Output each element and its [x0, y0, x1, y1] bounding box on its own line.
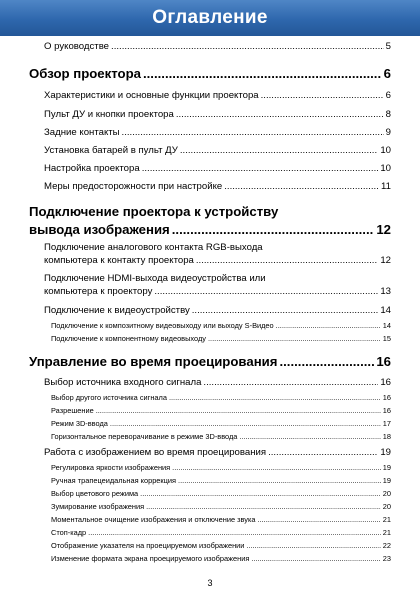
toc-section-title: Управление во время проецирования [29, 354, 278, 369]
toc-entry-title-line1[interactable]: Подключение аналогового контакта RGB-выхода [44, 242, 263, 253]
toc-subentry-title: Выбор цветового режима [51, 489, 139, 498]
toc-subentry-page: 19 [382, 476, 391, 485]
toc-subentry-page: 20 [382, 489, 391, 498]
toc-entry[interactable] [44, 286, 391, 297]
toc-entry-title: Подключение к видеоустройству [44, 305, 190, 316]
toc-subentry-title: Горизонтальное переворачивание в режиме 3D-ввода [51, 432, 238, 441]
toc-leader [208, 334, 381, 343]
toc-entry-title: компьютера к контакту проектора [44, 255, 194, 266]
toc-entry-page: 13 [380, 286, 391, 297]
toc-entry[interactable] [44, 163, 391, 174]
toc-subentry[interactable] [51, 393, 391, 402]
toc-entry[interactable] [44, 109, 391, 120]
toc-entry-title: Установка батарей в пульт ДУ [44, 145, 178, 156]
toc-entry[interactable] [44, 90, 391, 101]
toc-subentry-page: 19 [382, 463, 391, 472]
toc-subentry-title: Разрешение [51, 406, 94, 415]
toc-leader [142, 163, 379, 174]
toc-subentry-title: Ручная трапецеидальная коррекция [51, 476, 177, 485]
toc-entry-about[interactable] [44, 41, 391, 52]
toc-leader [169, 393, 381, 402]
toc-subentry[interactable] [51, 476, 391, 485]
toc-section-connection[interactable] [29, 222, 391, 237]
toc-subentry[interactable] [51, 334, 391, 343]
toc-leader [224, 181, 379, 192]
toc-leader [111, 41, 384, 52]
toc-subentry-title: Выбор другого источника сигнала [51, 393, 167, 402]
toc-leader [110, 419, 381, 428]
toc-entry-page: 10 [380, 145, 391, 156]
toc-leader [196, 255, 378, 266]
toc-subentry-page: 14 [382, 321, 391, 330]
toc-banner [0, 0, 420, 36]
toc-leader [276, 321, 381, 330]
toc-entry-title: Задние контакты [44, 127, 120, 138]
toc-entry-page: 8 [385, 109, 391, 120]
toc-subentry[interactable] [51, 432, 391, 441]
toc-leader [172, 463, 381, 472]
toc-leader [176, 109, 384, 120]
page-number: 3 [207, 578, 213, 588]
toc-subentry-page: 21 [382, 528, 391, 537]
toc-subentry-page: 23 [382, 554, 391, 563]
toc-subentry-page: 15 [382, 334, 391, 343]
toc-subentry[interactable] [51, 419, 391, 428]
toc-entry-title: Выбор источника входного сигнала [44, 377, 202, 388]
toc-subentry-title: Моментальное очищение изображения и отключение звука [51, 515, 256, 524]
toc-subentry-page: 18 [382, 432, 391, 441]
toc-section-projection[interactable] [29, 354, 391, 369]
toc-section-overview[interactable] [29, 66, 391, 81]
toc-entry-title: Настройка проектора [44, 163, 140, 174]
toc-entry-page: 6 [385, 90, 391, 101]
toc-entry-page: 16 [380, 377, 391, 388]
toc-entry-page: 10 [380, 163, 391, 174]
toc-subentry-title: Регулировка яркости изображения [51, 463, 171, 472]
toc-subentry-page: 17 [382, 419, 391, 428]
toc-subentry-page: 22 [382, 541, 391, 550]
toc-leader [239, 432, 380, 441]
toc-entry-page: 12 [380, 255, 391, 266]
toc-leader [203, 377, 378, 388]
toc-entry-title-line1[interactable]: Подключение HDMI-выхода видеоустройства или [44, 273, 266, 284]
toc-entry-title: Пульт ДУ и кнопки проектора [44, 109, 174, 120]
toc-leader [154, 286, 378, 297]
toc-subentry-page: 21 [382, 515, 391, 524]
toc-leader [279, 354, 374, 369]
toc-entry-page: 19 [380, 447, 391, 458]
toc-entry-title: Характеристики и основные функции проектора [44, 90, 259, 101]
toc-leader [88, 528, 381, 537]
toc-entry[interactable] [44, 181, 391, 192]
page-title: Оглавление [152, 7, 268, 28]
toc-entry[interactable] [44, 145, 391, 156]
toc-subentry[interactable] [51, 502, 391, 511]
toc-subentry-page: 20 [382, 502, 391, 511]
toc-subentry-title: Отображение указателя на проецируемом изображении [51, 541, 245, 550]
toc-entry-title: компьютера к проектору [44, 286, 153, 297]
toc-leader [246, 541, 380, 550]
toc-entry[interactable] [44, 447, 391, 458]
toc-subentry-page: 16 [382, 406, 391, 415]
toc-section-title-line1[interactable]: Подключение проектора к устройству [29, 204, 279, 219]
toc-subentry[interactable] [51, 528, 391, 537]
toc-subentry[interactable] [51, 541, 391, 550]
toc-section-title: Обзор проектора [29, 66, 141, 81]
toc-entry-title: Меры предосторожности при настройке [44, 181, 223, 192]
toc-leader [192, 305, 379, 316]
toc-section-title: вывода изображения [29, 222, 170, 237]
toc-subentry[interactable] [51, 321, 391, 330]
toc-subentry-page: 16 [382, 393, 391, 402]
toc-leader [268, 447, 378, 458]
toc-section-page: 12 [376, 222, 391, 237]
toc-leader [140, 489, 381, 498]
toc-subentry-title: Подключение к композитному видеовыходу или выходу S-Видео [51, 321, 274, 330]
toc-subentry[interactable] [51, 489, 391, 498]
toc-leader [122, 127, 384, 138]
toc-entry[interactable] [44, 255, 391, 266]
toc-subentry-title: Зумирование изображения [51, 502, 145, 511]
toc-leader [180, 145, 378, 156]
toc-subentry-title: Режим 3D-ввода [51, 419, 108, 428]
toc-leader [172, 222, 375, 237]
toc-leader [96, 406, 381, 415]
toc-entry-page: 5 [385, 41, 391, 52]
toc-section-page: 16 [376, 354, 391, 369]
toc-subentry[interactable] [51, 463, 391, 472]
toc-leader [143, 66, 382, 81]
toc-subentry-title: Подключение к компонентному видеовыходу [51, 334, 206, 343]
toc-leader [178, 476, 381, 485]
toc-subentry-title: Стоп-кадр [51, 528, 87, 537]
toc-section-page: 6 [383, 66, 391, 81]
toc-subentry[interactable] [51, 554, 391, 563]
toc-entry[interactable] [44, 127, 391, 138]
toc-leader [261, 90, 384, 101]
toc-entry-title: Работа с изображением во время проецирования [44, 447, 267, 458]
toc-entry-page: 11 [381, 181, 391, 192]
toc-entry[interactable] [44, 377, 391, 388]
toc-entry-page: 9 [385, 127, 391, 138]
toc-leader [251, 554, 380, 563]
toc-entry-page: 14 [380, 305, 391, 316]
toc-subentry[interactable] [51, 406, 391, 415]
toc-subentry-title: Изменение формата экрана проецируемого изображения [51, 554, 250, 563]
toc-leader [258, 515, 381, 524]
toc-entry[interactable] [44, 305, 391, 316]
toc-entry-title: О руководстве [44, 41, 110, 52]
toc-subentry[interactable] [51, 515, 391, 524]
toc-leader [146, 502, 381, 511]
